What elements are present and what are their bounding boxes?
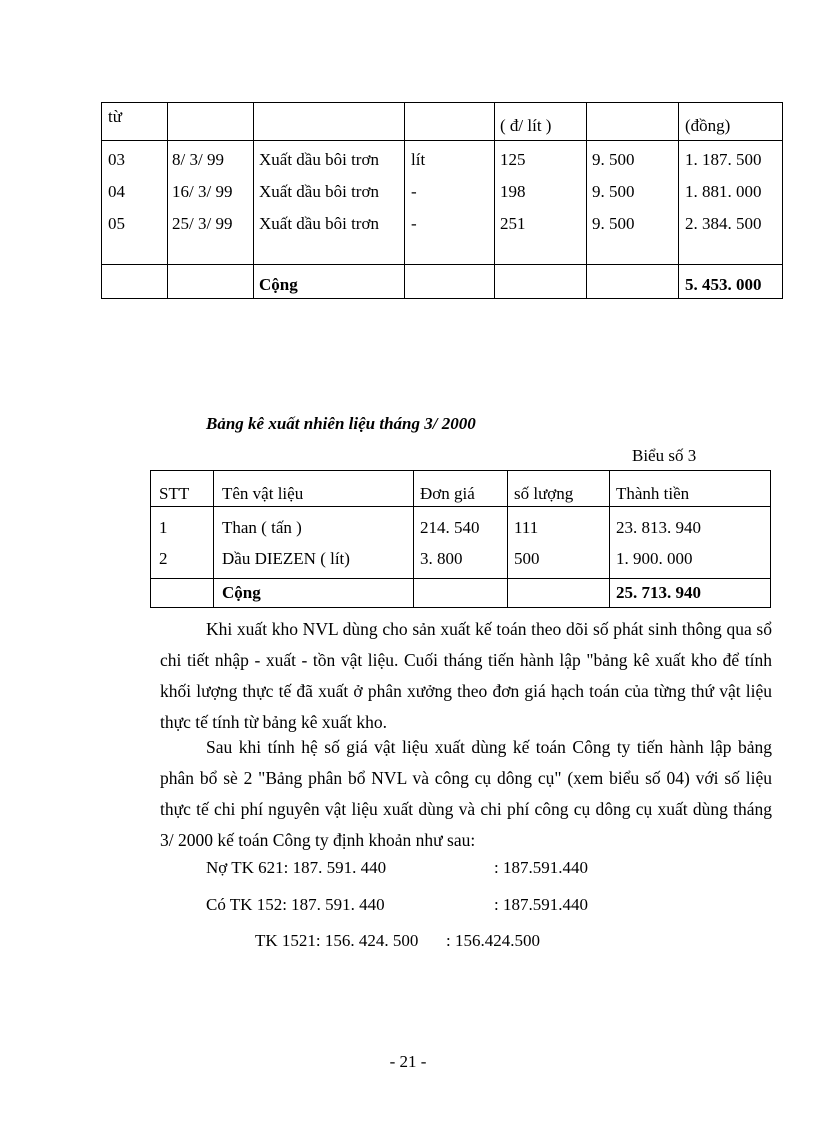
paragraph-text: Khi xuất kho NVL dùng cho sản xuất kế toán theo dõi số phát sinh thông qua sổ chi tiết nhập - xuất - tồn vật liệu. Cuối tháng tiến hành lập "bảng kê xuất kho để tính khối lượng thực tế đã xuất ở phân xưởng theo đơn giá hạch toán của từng thứ vật liệu thực tế tính từ bảng kê xuất kho.	[160, 619, 772, 732]
table-cell: 03	[108, 150, 125, 169]
total-value: 5. 453. 000	[685, 275, 762, 294]
table-cell: Xuất dầu bôi trơn	[259, 150, 379, 169]
header-stt: STT	[159, 484, 190, 503]
table-cell: 05	[108, 214, 125, 233]
table-cell: 2. 384. 500	[685, 214, 762, 233]
entry-label: Có TK 152: 187. 591. 440	[206, 895, 385, 914]
header-fragment-col1: từ	[108, 107, 122, 126]
table-cell: 04	[108, 182, 125, 201]
paragraph-text: Sau khi tính hệ số giá vật liệu xuất dùng kế toán Công ty tiến hành lập bảng phân bổ sè 2 "Bảng phân bổ NVL và công cụ dông cụ" (xem biểu số 04) với số liệu thực tế chi phí nguyên vật liệu xuất dùng và chi phí công cụ dông cụ xuất dùng tháng 3/ 2000 kế toán Công ty định khoản như sau:	[160, 737, 772, 850]
table-cell: -	[411, 214, 417, 233]
header-fragment-unit-price: ( đ/ lít )	[500, 116, 552, 135]
table-cell: 8/ 3/ 99	[172, 150, 224, 169]
paragraph	[160, 614, 772, 738]
table-cell: 9. 500	[592, 182, 635, 201]
table-cell: 214. 540	[420, 518, 480, 537]
entry-label: TK 1521: 156. 424. 500	[255, 931, 419, 950]
table-cell: 9. 500	[592, 214, 635, 233]
header-unit-price: Đơn giá	[420, 484, 475, 503]
entry-value: : 156.424.500	[446, 931, 540, 950]
table-cell: Xuất dầu bôi trơn	[259, 214, 379, 233]
header-material-name: Tên vật liệu	[222, 484, 304, 503]
total-label: Cộng	[259, 275, 298, 294]
table-cell: 125	[500, 150, 526, 169]
page-number: - 21 -	[389, 1052, 427, 1071]
table-cell: 2	[159, 549, 168, 568]
entry-value: : 187.591.440	[494, 895, 588, 914]
table-cell: 1	[159, 518, 168, 537]
table-cell: Xuất dầu bôi trơn	[259, 182, 379, 201]
fuel-export-table	[150, 470, 771, 608]
export-lubricant-table	[101, 102, 783, 299]
paragraph	[160, 732, 772, 856]
table-cell: 16/ 3/ 99	[172, 182, 233, 201]
form-number-label: Biểu số 3	[632, 446, 697, 465]
table-cell: 111	[514, 518, 539, 537]
entry-label: Nợ TK 621: 187. 591. 440	[206, 858, 387, 877]
table-cell: 1. 187. 500	[685, 150, 762, 169]
header-fragment-amount: (đồng)	[685, 116, 731, 135]
entry-value: : 187.591.440	[494, 858, 588, 877]
table-cell: 198	[500, 182, 526, 201]
fuel-table-title: Bảng kê xuất nhiên liệu tháng 3/ 2000	[206, 414, 476, 433]
total-value: 25. 713. 940	[616, 583, 701, 602]
table-cell: -	[411, 182, 417, 201]
table-cell: 25/ 3/ 99	[172, 214, 233, 233]
table-cell: 500	[514, 549, 540, 568]
header-amount: Thành tiền	[616, 484, 690, 503]
total-label: Cộng	[222, 583, 261, 602]
table-cell: 1. 900. 000	[616, 549, 693, 568]
table-cell: 23. 813. 940	[616, 518, 701, 537]
header-quantity: số lượng	[514, 484, 574, 503]
table-cell: 251	[500, 214, 526, 233]
table-cell: Than ( tấn )	[222, 518, 302, 537]
table-cell: 9. 500	[592, 150, 635, 169]
table-cell: lít	[411, 150, 426, 169]
table-cell: 1. 881. 000	[685, 182, 762, 201]
table-cell: 3. 800	[420, 549, 463, 568]
table-cell: Dầu DIEZEN ( lít)	[222, 549, 350, 568]
